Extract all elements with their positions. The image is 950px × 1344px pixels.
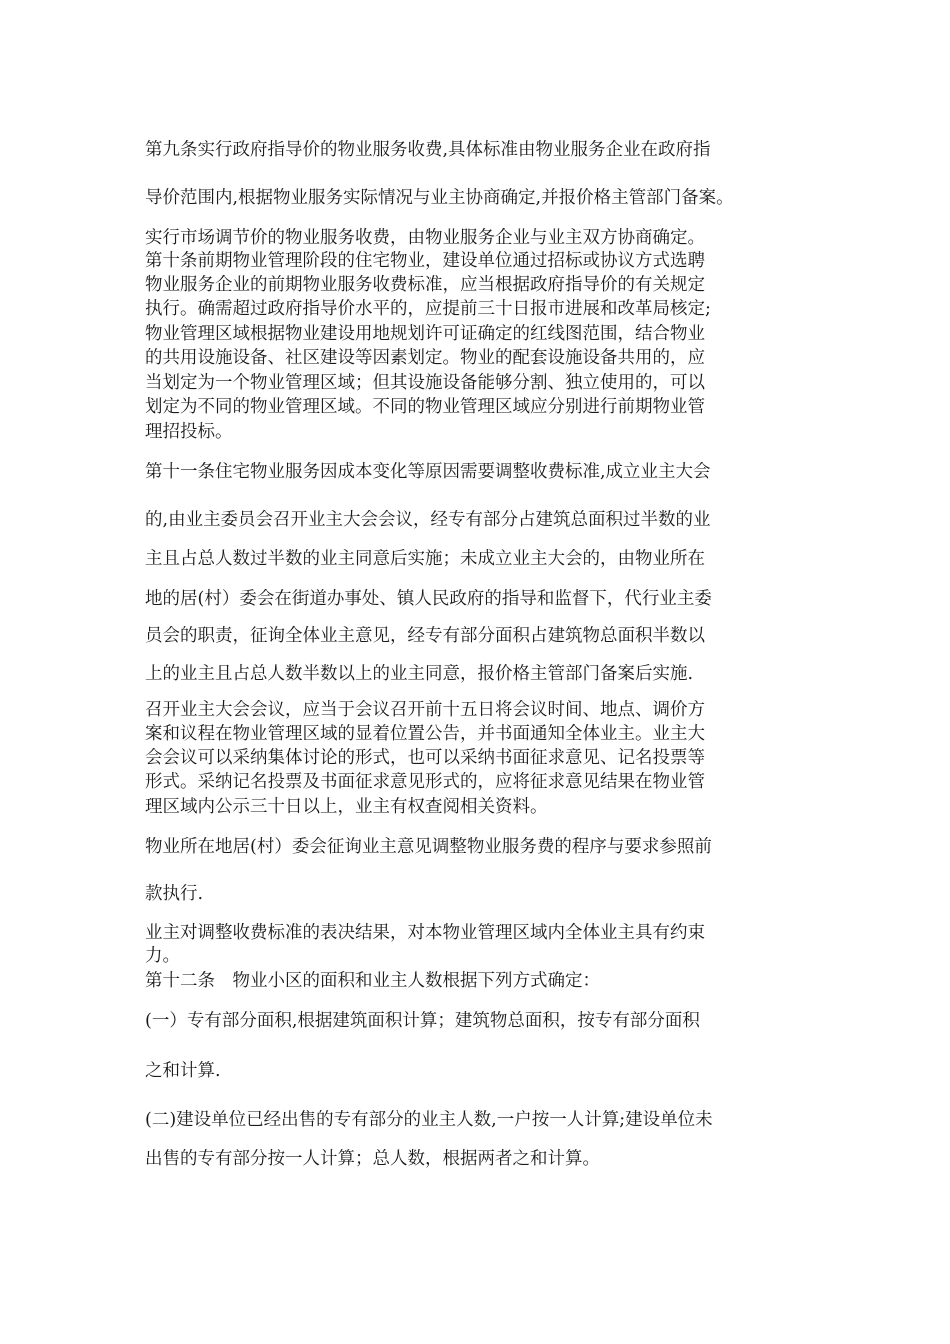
text-line: 会会议可以采纳集体讨论的形式，也可以采纳书面征求意见、记名投票等 (145, 748, 705, 768)
text-line: 召开业主大会会议，应当于会议召开前十五日将会议时间、地点、调价方 (145, 700, 705, 720)
text-line: 第十二条 物业小区的面积和业主人数根据下列方式确定： (145, 971, 600, 991)
text-line: 理区域内公示三十日以上，业主有权查阅相关资料。 (145, 797, 548, 817)
text-line: 第十条前期物业管理阶段的住宅物业，建设单位通过招标或协议方式选聘 (145, 251, 705, 271)
text-line: 当划定为一个物业管理区域；但其设施设备能够分割、独立使用的，可以 (145, 373, 705, 393)
text-line: 第九条实行政府指导价的物业服务收费,具体标准由物业服务企业在政府指 (145, 140, 711, 160)
text-line: 上的业主且占总人数半数以上的业主同意，报价格主管部门备案后实施. (145, 664, 694, 684)
text-line: 第十一条住宅物业服务因成本变化等原因需要调整收费标准,成立业主大会 (145, 462, 711, 482)
text-line: 物业管理区域根据物业建设用地规划许可证确定的红线图范围，结合物业 (145, 324, 705, 344)
text-line: 主且占总人数过半数的业主同意后实施；未成立业主大会的，由物业所在 (145, 549, 705, 569)
text-line: 员会的职责，征询全体业主意见，经专有部分面积占建筑物总面积半数以 (145, 626, 705, 646)
text-line: 物业所在地居(村）委会征询业主意见调整物业服务费的程序与要求参照前 (145, 837, 712, 857)
text-line: (二)建设单位已经出售的专有部分的业主人数,一户按一人计算;建设单位未 (145, 1110, 713, 1130)
text-line: 形式。采纳记名投票及书面征求意见形式的，应将征求意见结果在物业管 (145, 772, 705, 792)
text-line: 业主对调整收费标准的表决结果，对本物业管理区域内全体业主具有约束 (145, 923, 705, 943)
text-line: (一）专有部分面积,根据建筑面积计算；建筑物总面积，按专有部分面积 (145, 1011, 700, 1031)
text-line: 实行市场调节价的物业服务收费，由物业服务企业与业主双方协商确定。 (145, 228, 705, 248)
text-line: 划定为不同的物业管理区域。不同的物业管理区域应分别进行前期物业管 (145, 397, 705, 417)
text-line: 理招投标。 (145, 422, 233, 442)
text-line: 地的居(村）委会在街道办事处、镇人民政府的指导和监督下，代行业主委 (145, 589, 712, 609)
text-line: 案和议程在物业管理区域的显着位置公告，并书面通知全体业主。业主大 (145, 724, 705, 744)
text-line: 的共用设施设备、社区建设等因素划定。物业的配套设施设备共用的，应 (145, 348, 705, 368)
text-line: 款执行. (145, 884, 204, 904)
text-line: 的,由业主委员会召开业主大会会议，经专有部分占建筑总面积过半数的业 (145, 510, 711, 530)
text-line: 力。 (145, 946, 180, 966)
text-line: 之和计算. (145, 1061, 221, 1081)
text-line: 导价范围内,根据物业服务实际情况与业主协商确定,并报价格主管部门备案。 (145, 188, 734, 208)
text-line: 物业服务企业的前期物业服务收费标准，应当根据政府指导价的有关规定 (145, 275, 705, 295)
text-line: 执行。确需超过政府指导价水平的，应提前三十日报市进展和改革局核定; (145, 299, 711, 319)
text-line: 出售的专有部分按一人计算；总人数，根据两者之和计算。 (145, 1149, 600, 1169)
